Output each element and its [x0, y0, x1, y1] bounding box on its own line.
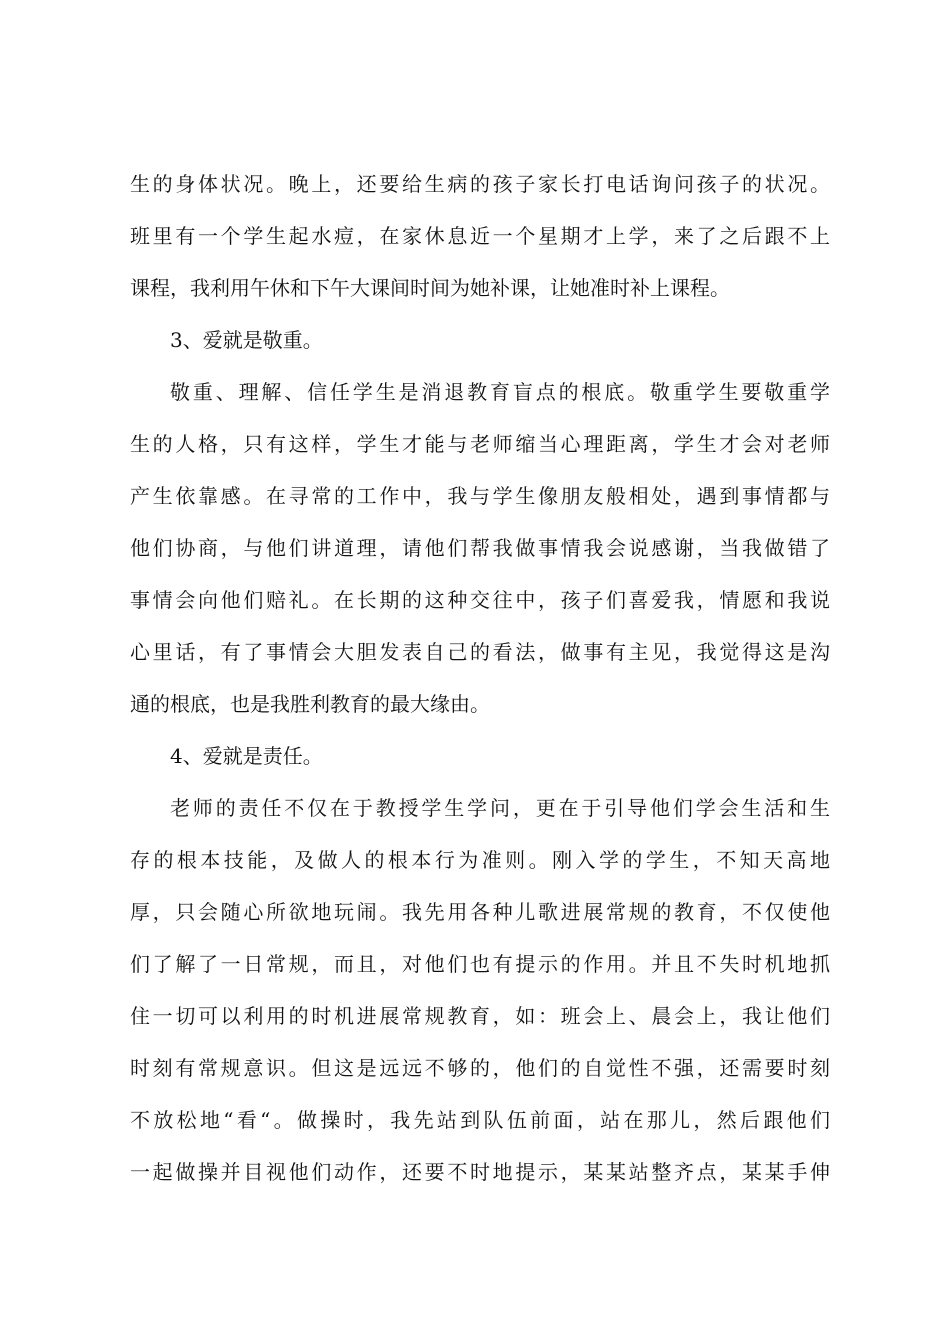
section-heading: 4、爱就是责任。 [170, 744, 323, 768]
paragraph-line: 心里话，有了事情会大胆发表自己的看法，做事有主见，我觉得这是沟 [130, 640, 830, 664]
paragraph-line: 事情会向他们赔礼。在长期的这种交往中，孩子们喜爱我，情愿和我说 [130, 588, 830, 612]
paragraph-line: 班里有一个学生起水痘，在家休息近一个星期才上学，来了之后跟不上 [130, 224, 830, 248]
paragraph-line: 不放松地“看“。做操时，我先站到队伍前面，站在那儿，然后跟他们 [130, 1108, 830, 1132]
paragraph-line: 一起做操并目视他们动作，还要不时地提示，某某站整齐点，某某手伸 [130, 1160, 830, 1184]
paragraph-line: 敬重、理解、信任学生是消退教育盲点的根底。敬重学生要敬重学 [170, 380, 830, 404]
paragraph-line: 产生依靠感。在寻常的工作中，我与学生像朋友般相处，遇到事情都与 [130, 484, 830, 508]
section-heading: 3、爱就是敬重。 [170, 328, 323, 352]
paragraph-line: 生的人格，只有这样，学生才能与老师缩当心理距离，学生才会对老师 [130, 432, 830, 456]
body-text [130, 158, 830, 1198]
paragraph-line: 生的身体状况。晚上，还要给生病的孩子家长打电话询问孩子的状况。 [130, 172, 830, 196]
paragraph-line: 通的根底，也是我胜利教育的最大缘由。 [130, 692, 490, 716]
paragraph-line: 存的根本技能，及做人的根本行为准则。刚入学的学生，不知天高地 [130, 848, 830, 872]
paragraph-line: 时刻有常规意识。但这是远远不够的，他们的自觉性不强，还需要时刻 [130, 1056, 830, 1080]
paragraph-line: 厚，只会随心所欲地玩闹。我先用各种儿歌进展常规的教育，不仅使他 [130, 900, 830, 924]
paragraph-line: 老师的责任不仅在于教授学生学问，更在于引导他们学会生活和生 [170, 796, 830, 820]
paragraph-line: 们了解了一日常规，而且，对他们也有提示的作用。并且不失时机地抓 [130, 952, 830, 976]
paragraph-line: 他们协商，与他们讲道理，请他们帮我做事情我会说感谢，当我做错了 [130, 536, 830, 560]
paragraph-line: 住一切可以利用的时机进展常规教育，如：班会上、晨会上，我让他们 [130, 1004, 830, 1028]
paragraph-line: 课程，我利用午休和下午大课间时间为她补课，让她准时补上课程。 [130, 276, 730, 300]
